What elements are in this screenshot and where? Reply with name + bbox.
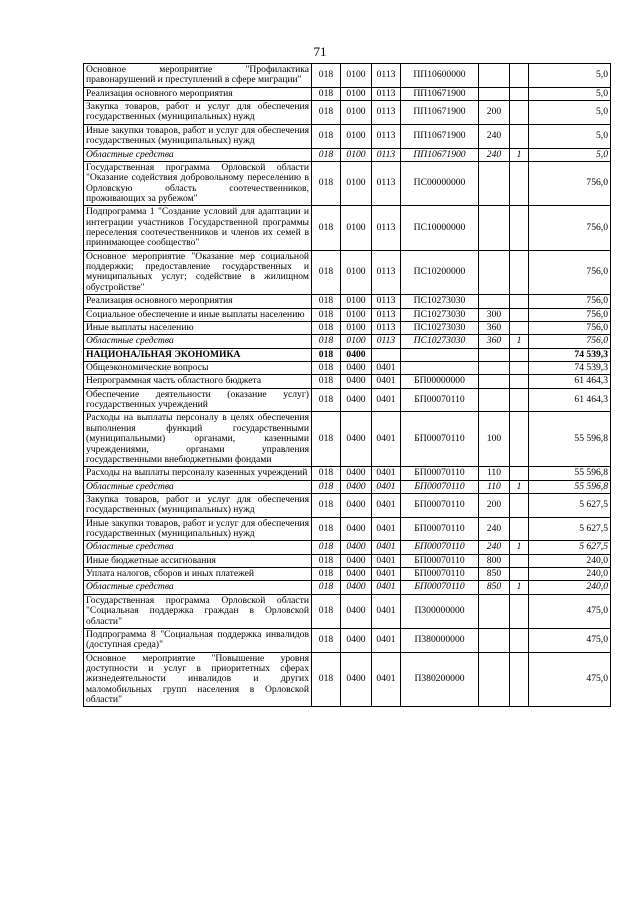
row-subsection-code: 0401 bbox=[372, 541, 401, 554]
row-funding-source bbox=[510, 101, 529, 125]
row-subsection-code: 0401 bbox=[372, 480, 401, 493]
row-section-code: 0400 bbox=[341, 581, 372, 594]
row-amount: 475,0 bbox=[529, 652, 611, 707]
row-subsection-code: 0401 bbox=[372, 554, 401, 567]
row-ved-code: 018 bbox=[312, 250, 341, 294]
row-funding-source: 1 bbox=[510, 335, 529, 348]
row-name: Социальное обеспечение и иные выплаты населению bbox=[84, 308, 312, 321]
row-section-code: 0100 bbox=[341, 335, 372, 348]
row-section-code: 0400 bbox=[341, 652, 372, 707]
row-subsection-code: 0113 bbox=[372, 250, 401, 294]
row-subsection-code: 0401 bbox=[372, 375, 401, 388]
row-subsection-code: 0401 bbox=[372, 581, 401, 594]
row-section-code: 0100 bbox=[341, 295, 372, 308]
row-name: Областные средства bbox=[84, 480, 312, 493]
row-expense-type: 240 bbox=[479, 124, 510, 148]
row-expense-type bbox=[479, 206, 510, 250]
row-section-code: 0400 bbox=[341, 517, 372, 541]
row-section-code: 0100 bbox=[341, 250, 372, 294]
table-row bbox=[84, 321, 611, 334]
row-funding-source bbox=[510, 388, 529, 412]
table-row bbox=[84, 628, 611, 652]
row-ved-code: 018 bbox=[312, 388, 341, 412]
row-name: Областные средства bbox=[84, 581, 312, 594]
row-funding-source bbox=[510, 308, 529, 321]
row-ved-code: 018 bbox=[312, 652, 341, 707]
row-funding-source bbox=[510, 87, 529, 100]
row-target-article: ПС10273030 bbox=[401, 308, 479, 321]
row-name: Основное мероприятие "Профилактика правонарушений и преступлений в сфере миграции" bbox=[84, 64, 312, 88]
row-ved-code: 018 bbox=[312, 541, 341, 554]
row-name: Непрограммная часть областного бюджета bbox=[84, 375, 312, 388]
row-ved-code: 018 bbox=[312, 308, 341, 321]
row-target-article: ПС10273030 bbox=[401, 295, 479, 308]
row-target-article: БП00000000 bbox=[401, 375, 479, 388]
row-subsection-code: 0113 bbox=[372, 87, 401, 100]
row-expense-type bbox=[479, 87, 510, 100]
row-subsection-code: 0401 bbox=[372, 594, 401, 628]
row-amount: 5,0 bbox=[529, 124, 611, 148]
row-name: Подпрограмма 1 "Создание условий для адаптации и интеграции участников Государственной программы переселения соотечественников и членов их семей в принимающее сообщество" bbox=[84, 206, 312, 250]
row-subsection-code: 0401 bbox=[372, 388, 401, 412]
row-subsection-code bbox=[372, 348, 401, 361]
row-funding-source bbox=[510, 594, 529, 628]
table-row bbox=[84, 250, 611, 294]
row-amount: 5,0 bbox=[529, 101, 611, 125]
row-amount: 240,0 bbox=[529, 581, 611, 594]
row-section-code: 0400 bbox=[341, 375, 372, 388]
row-ved-code: 018 bbox=[312, 161, 341, 205]
row-section-code: 0400 bbox=[341, 361, 372, 374]
row-funding-source bbox=[510, 206, 529, 250]
row-ved-code: 018 bbox=[312, 148, 341, 161]
row-funding-source: 1 bbox=[510, 480, 529, 493]
row-ved-code: 018 bbox=[312, 480, 341, 493]
row-section-code: 0400 bbox=[341, 628, 372, 652]
page-number: 71 bbox=[313, 44, 327, 59]
row-funding-source bbox=[510, 628, 529, 652]
row-expense-type bbox=[479, 652, 510, 707]
row-ved-code: 018 bbox=[312, 568, 341, 581]
row-amount: 756,0 bbox=[529, 250, 611, 294]
table-row bbox=[84, 64, 611, 88]
row-target-article: БП00070110 bbox=[401, 581, 479, 594]
row-subsection-code: 0113 bbox=[372, 64, 401, 88]
row-target-article: ПС00000000 bbox=[401, 161, 479, 205]
row-section-code: 0400 bbox=[341, 568, 372, 581]
row-funding-source bbox=[510, 124, 529, 148]
row-ved-code: 018 bbox=[312, 348, 341, 361]
row-subsection-code: 0113 bbox=[372, 206, 401, 250]
row-expense-type bbox=[479, 348, 510, 361]
row-expense-type: 300 bbox=[479, 308, 510, 321]
row-ved-code: 018 bbox=[312, 467, 341, 480]
row-expense-type: 100 bbox=[479, 412, 510, 467]
row-name: Государственная программа Орловской области "Оказание содействия добровольному переселению в Орловскую область соотечественников, проживающих за рубежом" bbox=[84, 161, 312, 205]
table-row bbox=[84, 554, 611, 567]
row-subsection-code: 0401 bbox=[372, 517, 401, 541]
row-ved-code: 018 bbox=[312, 335, 341, 348]
row-ved-code: 018 bbox=[312, 517, 341, 541]
row-ved-code: 018 bbox=[312, 375, 341, 388]
row-expense-type bbox=[479, 250, 510, 294]
row-section-code: 0400 bbox=[341, 594, 372, 628]
row-amount: 5,0 bbox=[529, 64, 611, 88]
row-target-article: П300000000 bbox=[401, 594, 479, 628]
row-ved-code: 018 bbox=[312, 594, 341, 628]
table-row bbox=[84, 101, 611, 125]
row-funding-source bbox=[510, 554, 529, 567]
row-name: Реализация основного мероприятия bbox=[84, 295, 312, 308]
row-target-article: БП00070110 bbox=[401, 493, 479, 517]
row-amount: 55 596,8 bbox=[529, 480, 611, 493]
table-row bbox=[84, 541, 611, 554]
row-target-article: БП00070110 bbox=[401, 568, 479, 581]
row-funding-source bbox=[510, 375, 529, 388]
row-name: Подпрограмма 8 "Социальная поддержка инвалидов (доступная среда)" bbox=[84, 628, 312, 652]
row-target-article: ПС10273030 bbox=[401, 335, 479, 348]
row-expense-type: 360 bbox=[479, 335, 510, 348]
row-expense-type bbox=[479, 161, 510, 205]
row-section-code: 0100 bbox=[341, 321, 372, 334]
row-funding-source bbox=[510, 161, 529, 205]
row-section-code: 0100 bbox=[341, 148, 372, 161]
row-subsection-code: 0401 bbox=[372, 568, 401, 581]
row-funding-source bbox=[510, 517, 529, 541]
row-expense-type: 360 bbox=[479, 321, 510, 334]
row-target-article: ПП10671900 bbox=[401, 87, 479, 100]
row-amount: 5 627,5 bbox=[529, 493, 611, 517]
row-expense-type bbox=[479, 628, 510, 652]
table-row bbox=[84, 652, 611, 707]
row-subsection-code: 0113 bbox=[372, 161, 401, 205]
row-ved-code: 018 bbox=[312, 87, 341, 100]
row-name: Расходы на выплаты персоналу казенных учреждений bbox=[84, 467, 312, 480]
row-expense-type: 200 bbox=[479, 493, 510, 517]
row-amount: 5,0 bbox=[529, 148, 611, 161]
row-funding-source bbox=[510, 321, 529, 334]
row-target-article: БП00070110 bbox=[401, 480, 479, 493]
row-target-article: ПС10000000 bbox=[401, 206, 479, 250]
row-target-article: П380200000 bbox=[401, 652, 479, 707]
row-name: Общеэкономические вопросы bbox=[84, 361, 312, 374]
row-section-code: 0100 bbox=[341, 161, 372, 205]
row-name: Областные средства bbox=[84, 541, 312, 554]
table-row bbox=[84, 161, 611, 205]
row-subsection-code: 0401 bbox=[372, 493, 401, 517]
row-amount: 240,0 bbox=[529, 554, 611, 567]
table-row bbox=[84, 375, 611, 388]
row-target-article: БП00070110 bbox=[401, 412, 479, 467]
table-row bbox=[84, 467, 611, 480]
row-ved-code: 018 bbox=[312, 628, 341, 652]
row-amount: 61 464,3 bbox=[529, 388, 611, 412]
row-expense-type: 240 bbox=[479, 517, 510, 541]
row-section-code: 0400 bbox=[341, 480, 372, 493]
row-section-code: 0400 bbox=[341, 467, 372, 480]
row-funding-source bbox=[510, 64, 529, 88]
row-subsection-code: 0113 bbox=[372, 124, 401, 148]
row-section-code: 0100 bbox=[341, 101, 372, 125]
table-row bbox=[84, 206, 611, 250]
row-expense-type bbox=[479, 361, 510, 374]
row-ved-code: 018 bbox=[312, 493, 341, 517]
row-section-code: 0400 bbox=[341, 388, 372, 412]
row-expense-type: 800 bbox=[479, 554, 510, 567]
row-name: Основное мероприятие "Оказание мер социальной поддержки; предоставление государственных и муниципальных услуг; содействие в жилищном обустройстве" bbox=[84, 250, 312, 294]
row-target-article: БП00070110 bbox=[401, 541, 479, 554]
row-section-code: 0400 bbox=[341, 348, 372, 361]
row-name: НАЦИОНАЛЬНАЯ ЭКОНОМИКА bbox=[84, 348, 312, 361]
row-amount: 756,0 bbox=[529, 206, 611, 250]
row-target-article bbox=[401, 348, 479, 361]
row-subsection-code: 0401 bbox=[372, 361, 401, 374]
row-amount: 5 627,5 bbox=[529, 517, 611, 541]
table-row bbox=[84, 388, 611, 412]
row-ved-code: 018 bbox=[312, 581, 341, 594]
row-expense-type: 200 bbox=[479, 101, 510, 125]
row-ved-code: 018 bbox=[312, 321, 341, 334]
row-section-code: 0100 bbox=[341, 308, 372, 321]
row-name: Основное мероприятие "Повышение уровня доступности и услуг в приоритетных сферах жизнедеятельности инвалидов и других маломобильных групп населения в Орловской области" bbox=[84, 652, 312, 707]
row-funding-source bbox=[510, 361, 529, 374]
row-name: Закупка товаров, работ и услуг для обеспечения государственных (муниципальных) нужд bbox=[84, 101, 312, 125]
row-subsection-code: 0113 bbox=[372, 101, 401, 125]
table-row bbox=[84, 308, 611, 321]
row-expense-type: 110 bbox=[479, 480, 510, 493]
table-row bbox=[84, 124, 611, 148]
row-section-code: 0100 bbox=[341, 206, 372, 250]
table-row bbox=[84, 581, 611, 594]
row-amount: 475,0 bbox=[529, 628, 611, 652]
row-ved-code: 018 bbox=[312, 206, 341, 250]
table-row bbox=[84, 480, 611, 493]
row-amount: 240,0 bbox=[529, 568, 611, 581]
row-amount: 74 539,3 bbox=[529, 361, 611, 374]
row-funding-source bbox=[510, 652, 529, 707]
row-name: Обеспечение деятельности (оказание услуг) государственных учреждений bbox=[84, 388, 312, 412]
row-expense-type bbox=[479, 64, 510, 88]
row-target-article: БП00070110 bbox=[401, 467, 479, 480]
table-row bbox=[84, 87, 611, 100]
row-target-article: БП00070110 bbox=[401, 554, 479, 567]
row-name: Иные выплаты населению bbox=[84, 321, 312, 334]
row-target-article: П380000000 bbox=[401, 628, 479, 652]
row-expense-type: 850 bbox=[479, 568, 510, 581]
row-name: Уплата налогов, сборов и иных платежей bbox=[84, 568, 312, 581]
row-amount: 756,0 bbox=[529, 335, 611, 348]
row-amount: 475,0 bbox=[529, 594, 611, 628]
row-ved-code: 018 bbox=[312, 412, 341, 467]
row-ved-code: 018 bbox=[312, 295, 341, 308]
row-target-article: ПП10671900 bbox=[401, 148, 479, 161]
row-name: Реализация основного мероприятия bbox=[84, 87, 312, 100]
budget-table bbox=[83, 63, 611, 707]
table-row bbox=[84, 335, 611, 348]
row-funding-source bbox=[510, 467, 529, 480]
table-row bbox=[84, 517, 611, 541]
row-subsection-code: 0113 bbox=[372, 295, 401, 308]
row-funding-source: 1 bbox=[510, 581, 529, 594]
table-row bbox=[84, 594, 611, 628]
row-subsection-code: 0113 bbox=[372, 308, 401, 321]
row-amount: 756,0 bbox=[529, 321, 611, 334]
row-expense-type: 850 bbox=[479, 581, 510, 594]
row-subsection-code: 0113 bbox=[372, 321, 401, 334]
row-funding-source bbox=[510, 348, 529, 361]
table-row bbox=[84, 493, 611, 517]
row-expense-type bbox=[479, 388, 510, 412]
row-target-article: ПП10671900 bbox=[401, 101, 479, 125]
row-target-article: БП00070110 bbox=[401, 517, 479, 541]
row-subsection-code: 0401 bbox=[372, 652, 401, 707]
row-target-article: ПС10273030 bbox=[401, 321, 479, 334]
row-target-article: ПП10600000 bbox=[401, 64, 479, 88]
row-subsection-code: 0401 bbox=[372, 412, 401, 467]
row-subsection-code: 0401 bbox=[372, 467, 401, 480]
row-expense-type: 240 bbox=[479, 541, 510, 554]
row-ved-code: 018 bbox=[312, 554, 341, 567]
table-row bbox=[84, 361, 611, 374]
row-subsection-code: 0113 bbox=[372, 335, 401, 348]
table-row bbox=[84, 412, 611, 467]
row-name: Иные закупки товаров, работ и услуг для обеспечения государственных (муниципальных) нужд bbox=[84, 517, 312, 541]
row-name: Закупка товаров, работ и услуг для обеспечения государственных (муниципальных) нужд bbox=[84, 493, 312, 517]
row-name: Иные закупки товаров, работ и услуг для обеспечения государственных (муниципальных) нужд bbox=[84, 124, 312, 148]
row-section-code: 0400 bbox=[341, 412, 372, 467]
row-funding-source bbox=[510, 250, 529, 294]
row-funding-source bbox=[510, 568, 529, 581]
row-amount: 5 627,5 bbox=[529, 541, 611, 554]
row-name: Иные бюджетные ассигнования bbox=[84, 554, 312, 567]
row-name: Областные средства bbox=[84, 148, 312, 161]
row-amount: 756,0 bbox=[529, 161, 611, 205]
row-section-code: 0100 bbox=[341, 124, 372, 148]
row-amount: 55 596,8 bbox=[529, 412, 611, 467]
row-subsection-code: 0113 bbox=[372, 148, 401, 161]
row-target-article: ПП10671900 bbox=[401, 124, 479, 148]
table-row bbox=[84, 148, 611, 161]
row-name: Расходы на выплаты персоналу в целях обеспечения выполнения функций государственными (муниципальными) органами, казенными учреждениями, органами управления государственными внебюджетными фондами bbox=[84, 412, 312, 467]
row-amount: 5,0 bbox=[529, 87, 611, 100]
row-funding-source: 1 bbox=[510, 541, 529, 554]
row-subsection-code: 0401 bbox=[372, 628, 401, 652]
row-section-code: 0400 bbox=[341, 493, 372, 517]
row-expense-type: 110 bbox=[479, 467, 510, 480]
row-target-article: ПС10200000 bbox=[401, 250, 479, 294]
row-amount: 756,0 bbox=[529, 308, 611, 321]
table-row bbox=[84, 568, 611, 581]
row-section-code: 0100 bbox=[341, 87, 372, 100]
row-expense-type: 240 bbox=[479, 148, 510, 161]
row-target-article: БП00070110 bbox=[401, 388, 479, 412]
row-name: Областные средства bbox=[84, 335, 312, 348]
row-target-article bbox=[401, 361, 479, 374]
row-ved-code: 018 bbox=[312, 101, 341, 125]
row-funding-source: 1 bbox=[510, 148, 529, 161]
row-amount: 74 539,3 bbox=[529, 348, 611, 361]
row-ved-code: 018 bbox=[312, 124, 341, 148]
row-funding-source bbox=[510, 493, 529, 517]
row-expense-type bbox=[479, 295, 510, 308]
row-section-code: 0400 bbox=[341, 541, 372, 554]
row-expense-type bbox=[479, 375, 510, 388]
row-ved-code: 018 bbox=[312, 64, 341, 88]
row-section-code: 0100 bbox=[341, 64, 372, 88]
row-section-code: 0400 bbox=[341, 554, 372, 567]
row-name: Государственная программа Орловской области "Социальная поддержка граждан в Орловской области" bbox=[84, 594, 312, 628]
table-row bbox=[84, 295, 611, 308]
row-ved-code: 018 bbox=[312, 361, 341, 374]
row-amount: 756,0 bbox=[529, 295, 611, 308]
row-funding-source bbox=[510, 412, 529, 467]
row-funding-source bbox=[510, 295, 529, 308]
row-amount: 55 596,8 bbox=[529, 467, 611, 480]
row-amount: 61 464,3 bbox=[529, 375, 611, 388]
row-expense-type bbox=[479, 594, 510, 628]
table-row bbox=[84, 348, 611, 361]
